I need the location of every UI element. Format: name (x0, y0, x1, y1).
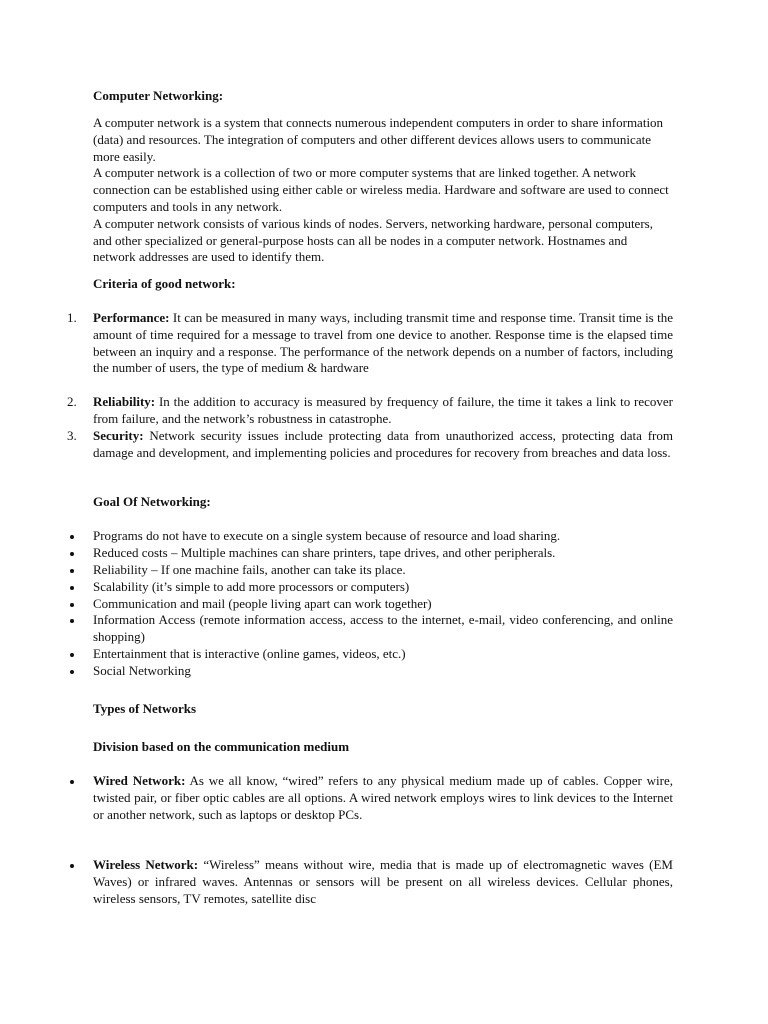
list-number: 2. (67, 394, 77, 409)
section-heading-goals: Goal Of Networking: (93, 494, 211, 509)
goal-list-item (93, 545, 673, 562)
criteria-text: It can be measured in many ways, including transmit time and response time. Transit time is the amount of time required for a message to travel from one device to another. Response time is the elapsed time between an inquiry and a response. The performance of the network depends on a number of factors, including the number of users, the type of medium & hardware (93, 310, 673, 376)
network-type-text: As we all know, “wired” refers to any physical medium made up of cables. Copper wire, twisted pair, or fiber optic cables are all options. A wired network employs wires to link devices to the Internet or another network, such as laptops or desktop PCs. (93, 773, 673, 822)
network-type-text: “Wireless” means without wire, media that is made up of electromagnetic waves (EM Waves) or infrared waves. Antennas or sensors will be present on all wireless devices. Cellular phones, wireless sensors, TV remotes, satellite disc (93, 857, 673, 906)
criteria-label: Performance: (93, 310, 170, 325)
subheading-communication-medium: Division based on the communication medium (93, 739, 350, 754)
goal-text: Reliability – If one machine fails, another can take its place. (93, 562, 406, 577)
criteria-item-security (67, 428, 673, 462)
section-heading-types: Types of Networks (93, 701, 197, 716)
intro-paragraph: A computer network consists of various kinds of nodes. Servers, networking hardware, personal computers, and other specialized or general-purpose hosts can all be nodes in a computer network. Hostnames and network addresses are used to identify them. (93, 215, 653, 265)
goal-text: Programs do not have to execute on a single system because of resource and load sharing. (93, 528, 561, 543)
bullet-icon (70, 864, 74, 868)
goal-list-item (93, 612, 673, 646)
bullet-icon (70, 619, 74, 623)
intro-paragraph: A computer network is a collection of two or more computer systems that are linked together. A network connection can be established using either cable or wireless media. Hardware and software are used to connect computers and tools in any network. (93, 165, 669, 214)
list-number: 3. (67, 428, 77, 443)
bullet-icon (70, 535, 74, 539)
goal-text: Reduced costs – Multiple machines can share printers, tape drives, and other peripherals. (93, 545, 556, 560)
list-number: 1. (67, 310, 77, 325)
section-heading-criteria: Criteria of good network: (93, 276, 236, 291)
goal-list-item (93, 562, 673, 579)
network-type-label: Wireless Network: (93, 857, 199, 872)
goal-list-item (93, 579, 673, 596)
network-type-wireless (93, 857, 673, 907)
bullet-icon (70, 653, 74, 657)
bullet-icon (70, 670, 74, 674)
goal-list-item (93, 528, 673, 545)
goal-text: Information Access (remote information access, access to the internet, e-mail, video conferencing, and online shopping) (93, 612, 673, 644)
bullet-icon (70, 603, 74, 607)
section-title-computer-networking: Computer Networking: (93, 88, 224, 103)
goal-text: Scalability (it’s simple to add more processors or computers) (93, 579, 410, 594)
criteria-label: Reliability: (93, 394, 156, 409)
criteria-text: Network security issues include protecting data from unauthorized access, protecting data from damage and development, and implementing policies and procedures for recovery from breaches and data loss. (93, 428, 673, 460)
criteria-item-performance (67, 310, 673, 377)
network-type-label: Wired Network: (93, 773, 186, 788)
goal-text: Entertainment that is interactive (online games, videos, etc.) (93, 646, 406, 661)
network-type-wired (93, 773, 673, 823)
goal-text: Social Networking (93, 663, 191, 678)
goal-list-item (93, 596, 673, 613)
intro-paragraph: A computer network is a system that connects numerous independent computers in order to share information (data) and resources. The integration of computers and other different devices allows users to communicate more easily. (93, 115, 664, 164)
goal-text: Communication and mail (people living apart can work together) (93, 596, 432, 611)
intro-paragraphs (93, 115, 673, 266)
criteria-text: In the addition to accuracy is measured by frequency of failure, the time it takes a link to recover from failure, and the network’s robustness in catastrophe. (93, 394, 673, 426)
bullet-icon (70, 586, 74, 590)
criteria-item-reliability (67, 394, 673, 428)
goal-list-item (93, 663, 673, 680)
bullet-icon (70, 552, 74, 556)
bullet-icon (70, 569, 74, 573)
bullet-icon (70, 780, 74, 784)
goal-list-item (93, 646, 673, 663)
criteria-label: Security: (93, 428, 144, 443)
